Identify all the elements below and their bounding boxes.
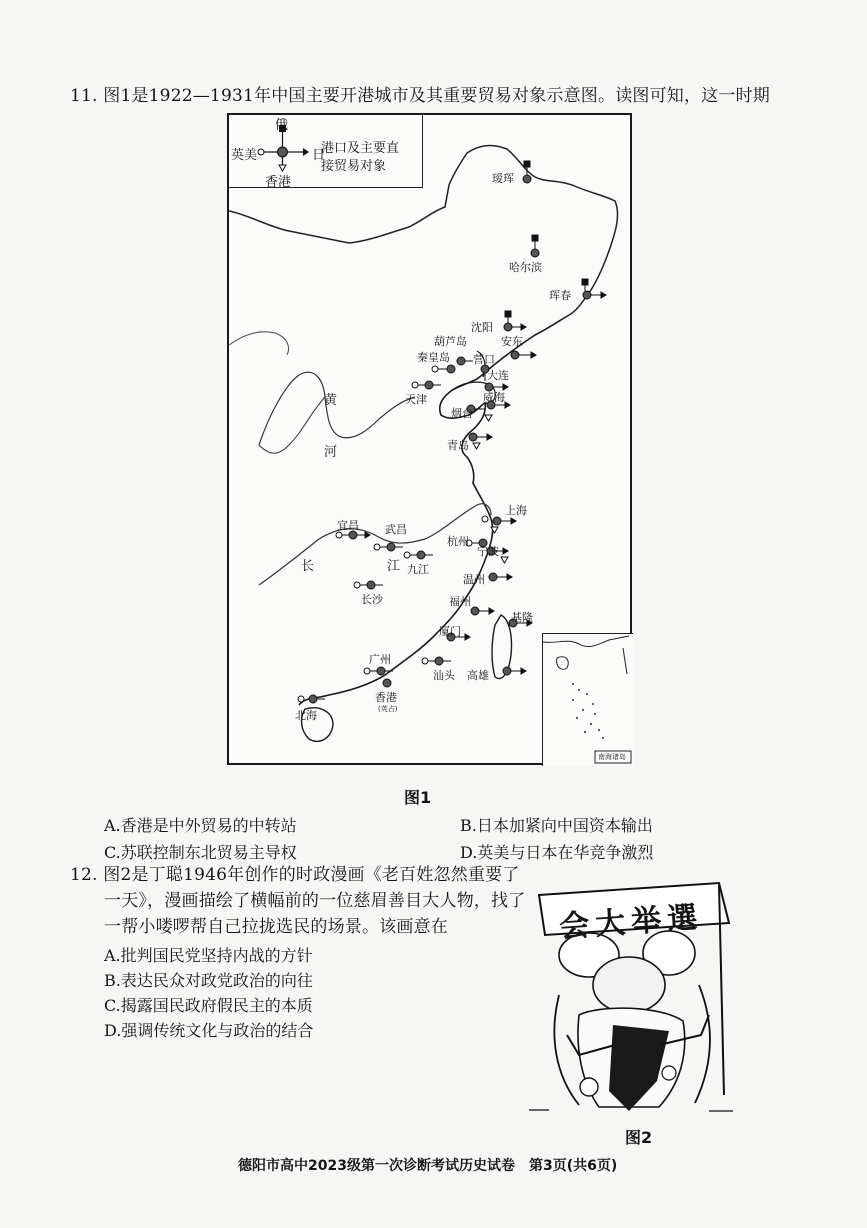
q12-option-c[interactable]: C.揭露国民政府假民主的本质 (104, 996, 313, 1015)
port-tianjin (412, 381, 441, 389)
port-fuzhou (471, 607, 494, 615)
q12-stem-line-3: 一帮小喽啰帮自己拉拢选民的场景。该画意在 (104, 917, 448, 937)
q12-option-b[interactable]: B.表达民众对政党政治的向往 (104, 971, 313, 990)
port-jiujiang (404, 551, 433, 559)
legend-japan: 日 (312, 148, 326, 163)
label-harbin: 哈尔滨 (509, 261, 542, 274)
port-shantou (422, 657, 451, 665)
port-qingdao (469, 433, 492, 449)
label-dalian: 大连 (487, 369, 509, 382)
label-wuchang: 武昌 (385, 523, 407, 536)
port-changsha (354, 581, 383, 589)
q12-option-a[interactable]: A.批判国民党坚持内战的方针 (104, 946, 313, 965)
label-hunchun: 珲春 (549, 289, 571, 302)
label-tianjin: 天津 (405, 393, 427, 406)
q11-stem-text: 图1是1922—1931年中国主要开港城市及其重要贸易对象示意图。读图可知，这一时期 (103, 86, 770, 106)
q11-number: 11. (70, 86, 98, 106)
q12-option-d[interactable]: D.强调传统文化与政治的结合 (104, 1021, 314, 1040)
port-harbin (531, 235, 539, 257)
label-shenyang: 沈阳 (471, 321, 493, 334)
label-guangzhou: 广州 (369, 653, 391, 666)
south-china-sea-inset (542, 633, 633, 766)
q11-option-d[interactable]: D.英美与日本在华竞争激烈 (460, 843, 654, 862)
q12-stem-line-2: 一天》，漫画描绘了横幅前的一位慈眉善目大人物，找了 (104, 891, 526, 911)
inset-label: 南海诸岛 (598, 753, 626, 761)
cartoon-banner-text: 会大举選 (558, 900, 705, 945)
label-changsha: 长沙 (361, 593, 383, 606)
label-shantou: 汕头 (433, 669, 455, 682)
q11-stem (70, 83, 770, 109)
port-xianggang (383, 679, 391, 687)
label-huludao: 葫芦岛 (434, 335, 467, 348)
label-qinhuangdao: 秦皇岛 (417, 351, 450, 364)
port-guangzhou (364, 667, 393, 675)
legend-russia: 俄 (275, 118, 289, 133)
legend-desc-2: 接贸易对象 (321, 159, 387, 174)
label-jilong: 基隆 (511, 611, 533, 624)
q11-option-b[interactable]: B.日本加紧向中国资本输出 (460, 816, 653, 835)
label-xianggang-note: (英占) (378, 705, 398, 713)
label-xiamen: 厦门 (439, 625, 461, 638)
label-fuzhou: 福州 (449, 595, 471, 608)
label-ningbo: 宁波 (477, 545, 499, 558)
label-shanghai: 上海 (505, 504, 527, 517)
label-chang-1: 长 (301, 559, 315, 574)
q11-option-a[interactable]: A.香港是中外贸易的中转站 (104, 816, 297, 835)
label-chang-2: 江 (387, 559, 401, 574)
trade-map (227, 113, 632, 765)
figure2-caption: 图2 (625, 1128, 653, 1147)
cartoon-image (519, 875, 744, 1120)
label-beihai: 北海 (295, 709, 317, 722)
legend-hongkong: 香港 (265, 175, 292, 190)
label-yingkou: 营口 (473, 353, 495, 366)
inset-map (543, 634, 633, 766)
label-weihai: 威海 (483, 391, 505, 404)
q12-stem-line-1-text: 图2是丁聪1946年创作的时政漫画《老百姓忽然重要了 (103, 865, 520, 885)
port-shanghai (482, 516, 516, 533)
q12-stem-line-1 (70, 862, 520, 888)
label-gaoxiong: 高雄 (467, 669, 489, 682)
label-huang-1: 黄 (324, 393, 338, 408)
label-hangzhou: 杭州 (447, 535, 469, 548)
label-huang-2: 河 (324, 445, 338, 460)
q11-option-c[interactable]: C.苏联控制东北贸易主导权 (104, 843, 297, 862)
port-gaoxiong (503, 667, 526, 675)
port-hunchun (582, 279, 606, 299)
q12-number: 12. (70, 865, 98, 885)
label-yichang: 宜昌 (337, 519, 359, 532)
page-footer: 德阳市高中2023级第一次诊断考试历史试卷 第3页(共6页) (238, 1158, 618, 1174)
label-aihui: 瑷珲 (492, 172, 514, 185)
legend-uk-us: 英美 (231, 148, 258, 163)
port-andong (511, 351, 536, 359)
label-andong: 安东 (501, 335, 523, 348)
port-aihui (523, 161, 531, 183)
port-wenzhou (489, 573, 512, 581)
label-yantai: 烟台 (451, 407, 473, 420)
port-wuchang (374, 543, 403, 551)
legend-desc-1: 港口及主要直 (321, 141, 400, 156)
label-qingdao: 青岛 (447, 439, 469, 452)
label-wenzhou: 温州 (463, 573, 485, 586)
label-xianggang: 香港 (375, 691, 397, 704)
port-beihai (298, 695, 325, 703)
label-jiujiang: 九江 (407, 563, 429, 576)
port-shenyang (504, 311, 526, 331)
figure1-caption: 图1 (404, 788, 432, 807)
